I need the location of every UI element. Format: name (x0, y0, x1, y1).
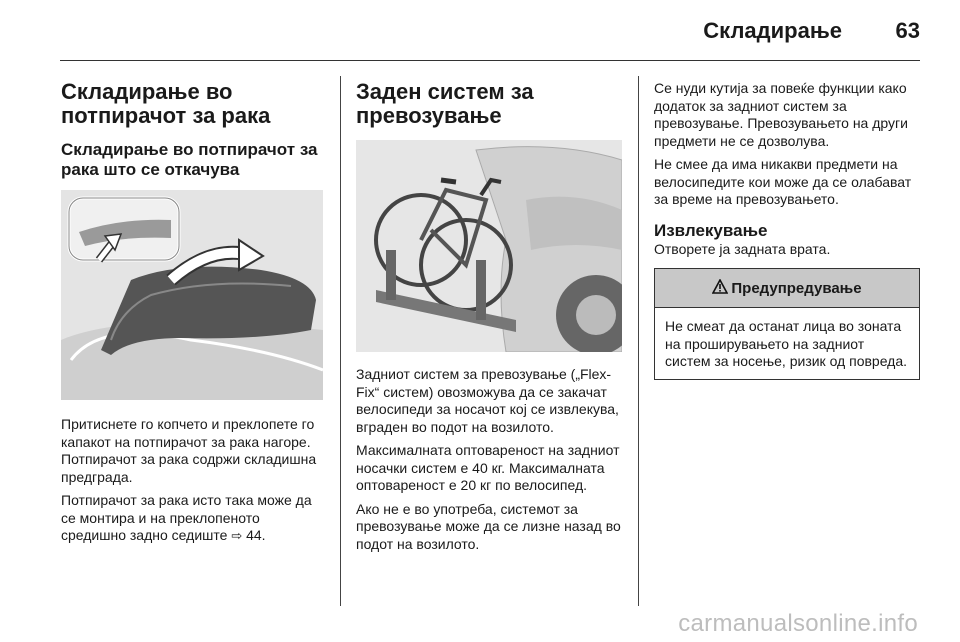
loose-objects-paragraph: Не смее да има никакви предмети на велосипедите кои може да се олабават за време на превозувањето. (654, 156, 912, 207)
rear-carrier-paragraph-3: Ако не е во употреба, системот за превозување може да се лизне назад во подот на возилото. (356, 500, 621, 552)
extraction-paragraph: Отворете ја задната врата. (654, 240, 831, 257)
warning-triangle-icon (712, 279, 728, 298)
bike-carrier-illustration (356, 140, 622, 352)
rear-carrier-paragraph-1: Задниот систем за превозување („Flex-Fix“ систем) овозможува да се закачат велосипеди за носачот кој се извлекува, вграден во подот на возилото. (356, 366, 619, 435)
column-divider (638, 76, 639, 606)
column-rear-carrier (356, 80, 622, 559)
header-rule (60, 60, 920, 61)
armrest-paragraph-1: Притиснете го копчето и преклопете го капакот на потпирачот за рака нагоре. Потпирачот за рака содржи складишна предграда. (61, 416, 317, 485)
column-armrest (61, 80, 323, 551)
watermark: carmanualsonline.info (678, 610, 918, 637)
page-header (60, 14, 920, 50)
column-extraction (654, 80, 920, 380)
warning-box (654, 268, 920, 380)
running-header-title: Складирање (703, 18, 842, 43)
armrest-paragraph-2 (61, 492, 323, 545)
section-title-extraction: Извлекување (654, 220, 768, 240)
warning-header (655, 269, 919, 308)
section-title-armrest: Складирање во потпирачот за рака (61, 79, 271, 128)
page-reference-arrow-icon: ⇨ (231, 528, 243, 543)
rear-carrier-paragraph-2: Максималната оптовареност на задниот носачки систем е 40 кг. Максималната оптовареност е 20 кг по велосипед. (356, 442, 620, 493)
multibox-paragraph: Се нуди кутија за повеќе функции како додаток за задниот систем за превозување. Превозувањето на други предмети не се дозволува. (654, 80, 908, 149)
armrest-illustration (61, 190, 323, 400)
warning-text: Не смеат да останат лица во зоната на проширувањето на задниот систем за носење, ризик од повреда. (665, 318, 908, 369)
warning-title: Предупредување (731, 279, 862, 297)
section-title-rear-carrier: Заден систем за превозување (356, 79, 534, 128)
column-divider (340, 76, 341, 606)
page-number: 63 (895, 18, 920, 43)
warning-body (655, 308, 919, 379)
subsection-title-armrest: Складирање во потпирачот за рака што се откачува (61, 140, 318, 179)
page-reference-number: 44. (246, 527, 266, 543)
armrest-paragraph-2-text: Потпирачот за рака исто така може да се монтира и на преклопеното средишно задно седиште (61, 492, 312, 543)
